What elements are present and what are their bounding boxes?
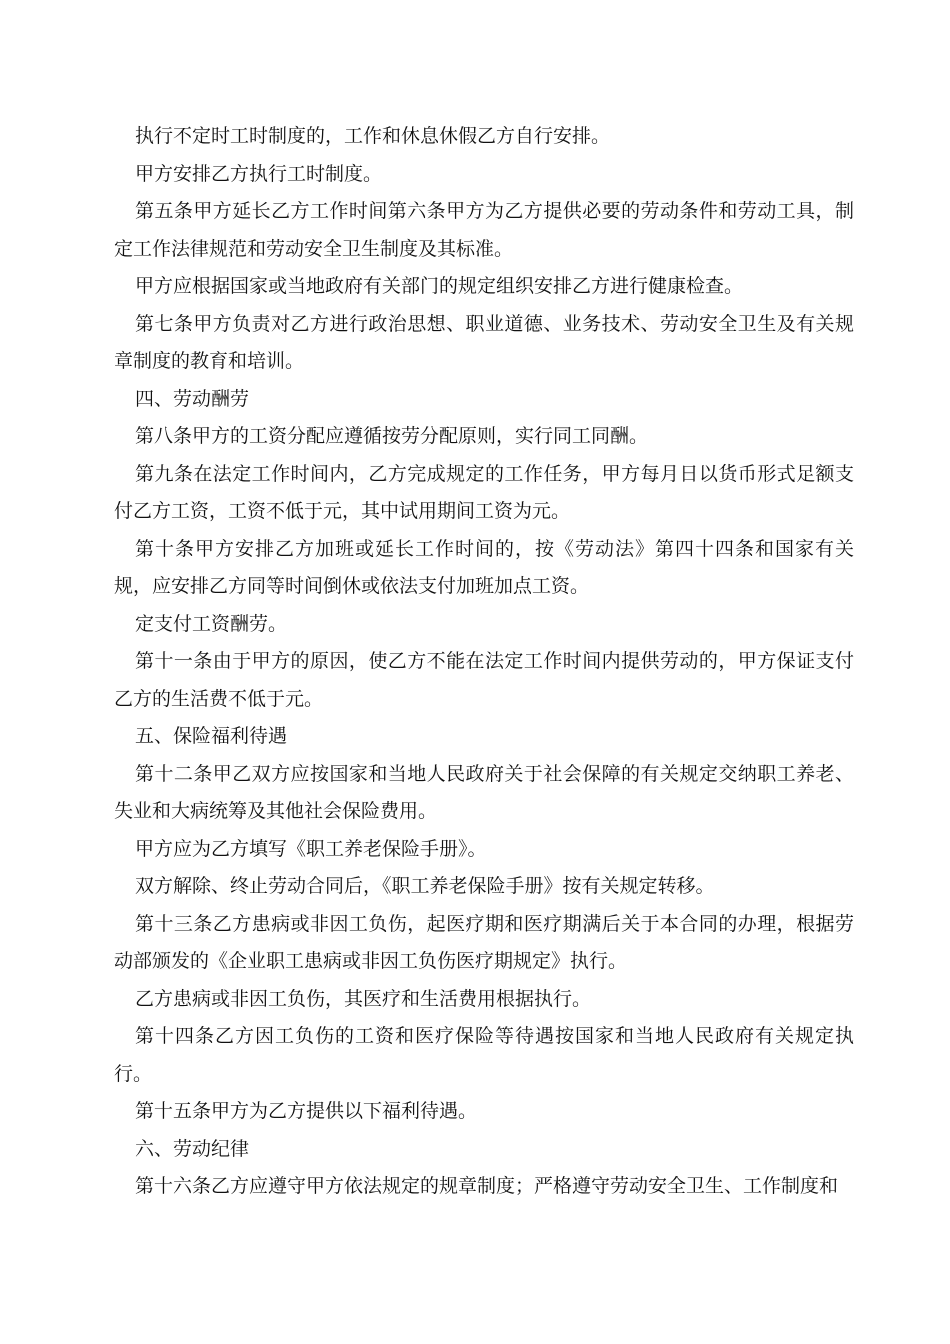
paragraph-article-14: 第十四条乙方因工负伤的工资和医疗保险等待遇按国家和当地人民政府有关规定执行。 xyxy=(114,1025,854,1085)
paragraph-article-15: 第十五条甲方为乙方提供以下福利待遇。 xyxy=(135,1100,478,1122)
paragraph-hours-self-arranged: 执行不定时工时制度的，工作和休息休假乙方自行安排。 xyxy=(135,125,611,147)
paragraph-medical-costs: 乙方患病或非因工负伤，其医疗和生活费用根据执行。 xyxy=(135,987,592,1010)
section-heading-remuneration: 四、劳动酬劳 xyxy=(135,387,250,410)
document-body xyxy=(114,118,854,1206)
section-heading-insurance: 五、保险福利待遇 xyxy=(135,725,288,747)
paragraph-article-13: 第十三条乙方患病或非因工负伤，起医疗期和医疗期满后关于本合同的办理，根据劳动部颁发的《企业职工患病或非因工负伤医疗期规定》执行。 xyxy=(114,912,854,972)
paragraph-pension-handbook: 甲方应为乙方填写《职工养老保险手册》。 xyxy=(135,837,487,860)
paragraph-article-11: 第十一条由于甲方的原因，使乙方不能在法定工作时间内提供劳动的，甲方保证支付乙方的生活费不低于元。 xyxy=(114,650,854,710)
paragraph-article-5-6: 第五条甲方延长乙方工作时间第六条甲方为乙方提供必要的劳动条件和劳动工具，制定工作法律规范和劳动安全卫生制度及其标准。 xyxy=(114,200,854,260)
paragraph-handbook-transfer: 双方解除、终止劳动合同后，《职工养老保险手册》按有关规定转移。 xyxy=(135,875,715,897)
paragraph-article-9: 第九条在法定工作时间内，乙方完成规定的工作任务，甲方每月日以货币形式足额支付乙方工资，工资不低于元，其中试用期间工资为元。 xyxy=(114,462,854,522)
paragraph-article-8: 第八条甲方的工资分配应遵循按劳分配原则，实行同工同酬。 xyxy=(135,425,649,447)
paragraph-wage-payment: 定支付工资酬劳。 xyxy=(135,612,288,635)
section-heading-discipline: 六、劳动纪律 xyxy=(135,1137,250,1160)
paragraph-article-16: 第十六条乙方应遵守甲方依法规定的规章制度；严格遵守劳动安全卫生、工作制度和 xyxy=(135,1175,839,1197)
paragraph-article-10: 第十条甲方安排乙方加班或延长工作时间的，按《劳动法》第四十四条和国家有关规，应安排乙方同等时间倒休或依法支付加班加点工资。 xyxy=(114,537,854,597)
paragraph-article-7: 第七条甲方负责对乙方进行政治思想、职业道德、业务技术、劳动安全卫生及有关规章制度的教育和培训。 xyxy=(114,312,854,372)
paragraph-health-check: 甲方应根据国家或当地政府有关部门的规定组织安排乙方进行健康检查。 xyxy=(135,275,744,297)
paragraph-work-hours-system: 甲方安排乙方执行工时制度。 xyxy=(135,162,383,185)
paragraph-article-12: 第十二条甲乙双方应按国家和当地人民政府关于社会保障的有关规定交纳职工养老、失业和大病统筹及其他社会保险费用。 xyxy=(114,762,854,822)
